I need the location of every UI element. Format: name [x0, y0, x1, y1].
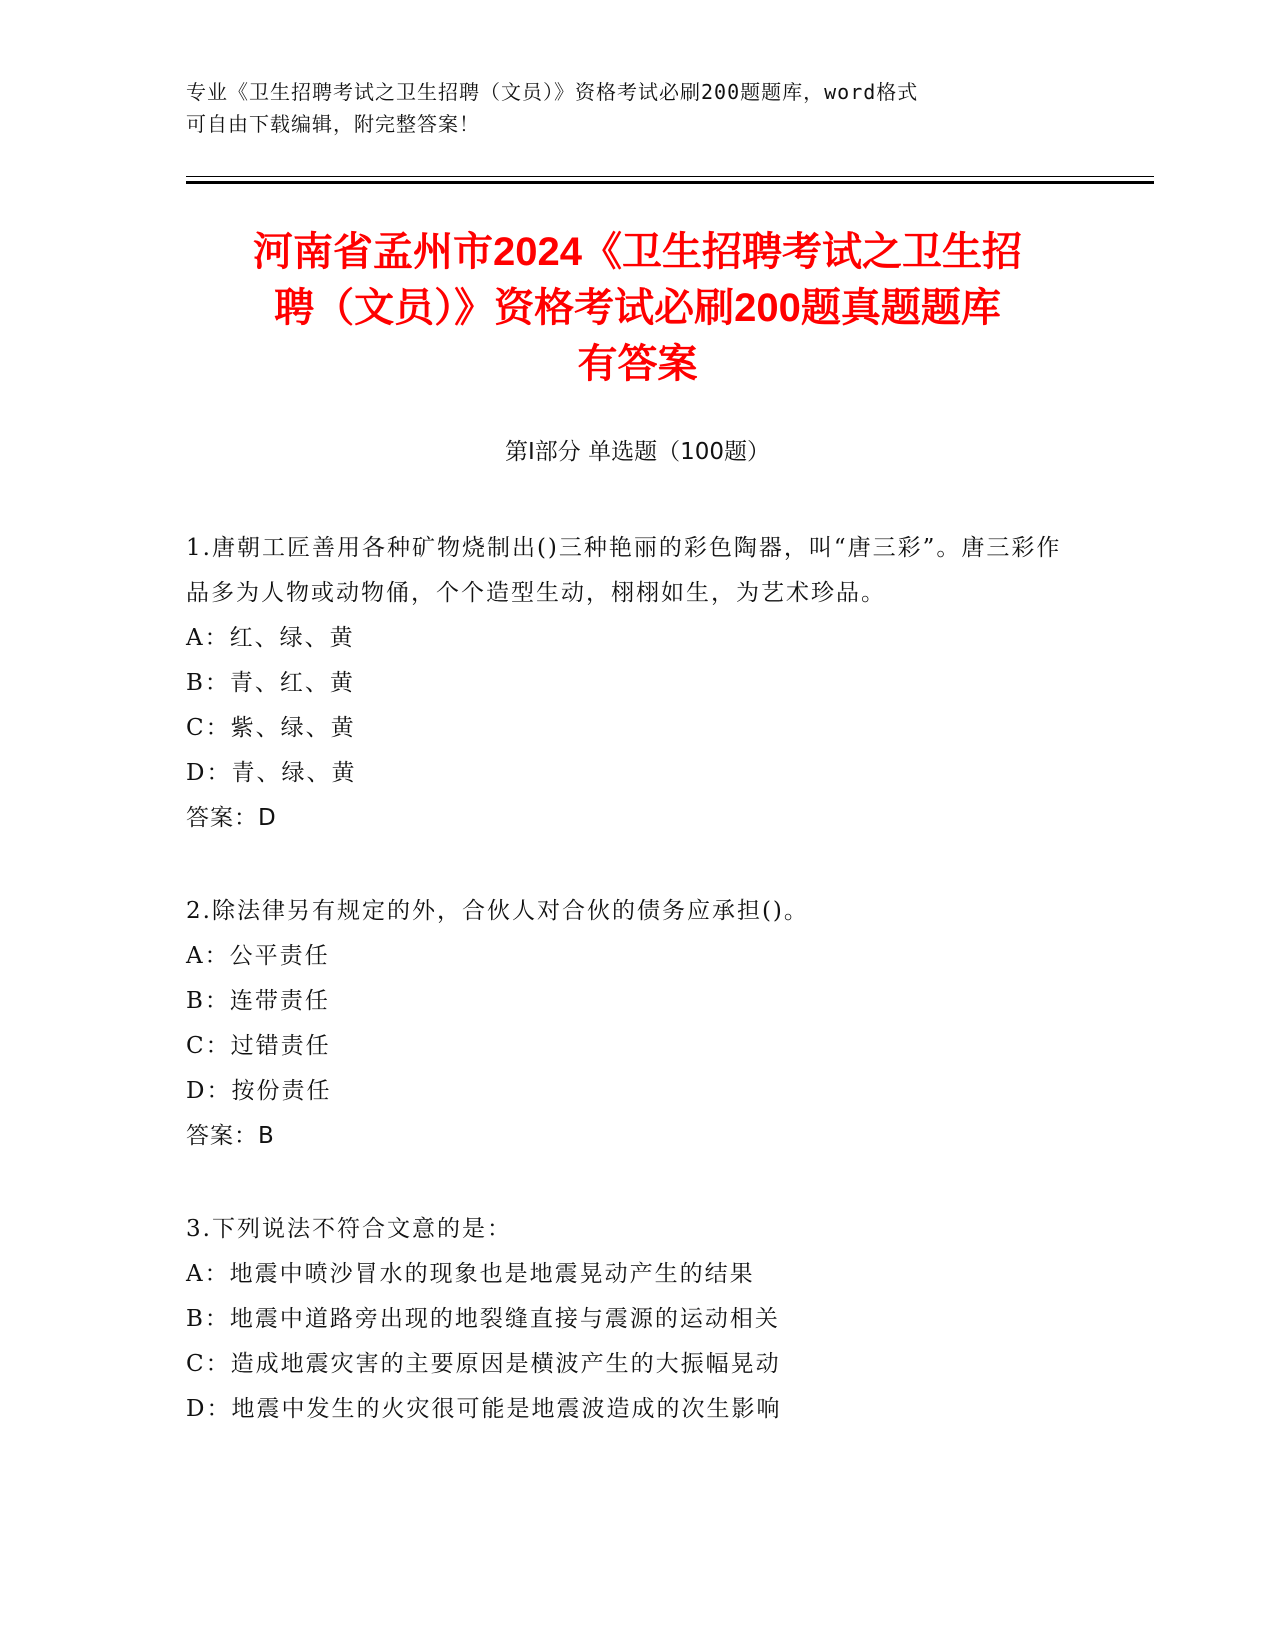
option-a: A：地震中喷沙冒水的现象也是地震晃动产生的结果	[186, 1261, 755, 1287]
question-2	[186, 889, 1066, 1159]
answer-line: 答案：B	[186, 1123, 275, 1149]
question-stem: 3.下列说法不符合文意的是：	[186, 1216, 512, 1242]
intro-line-2: 可自由下载编辑，附完整答案！	[186, 112, 480, 136]
header-divider-thick	[186, 181, 1154, 184]
option-b: B：青、红、黄	[186, 670, 355, 696]
option-d: D：地震中发生的火灾很可能是地震波造成的次生影响	[186, 1396, 782, 1422]
question-list	[186, 526, 1066, 1480]
question-stem: 2.除法律另有规定的外，合伙人对合伙的债务应承担()。	[186, 898, 809, 924]
option-c: C：过错责任	[186, 1033, 331, 1059]
document-title	[186, 224, 1089, 392]
title-line-3: 有答案	[577, 342, 698, 386]
option-b: B：连带责任	[186, 988, 330, 1014]
option-c: C：造成地震灾害的主要原因是横波产生的大振幅晃动	[186, 1351, 781, 1377]
option-b: B：地震中道路旁出现的地裂缝直接与震源的运动相关	[186, 1306, 780, 1332]
title-line-1: 河南省孟州市2024《卫生招聘考试之卫生招	[253, 230, 1022, 274]
option-a: A：公平责任	[186, 943, 330, 969]
option-d: D：按份责任	[186, 1078, 332, 1104]
question-3	[186, 1207, 1066, 1432]
answer-line: 答案：D	[186, 805, 277, 831]
question-stem: 1.唐朝工匠善用各种矿物烧制出()三种艳丽的彩色陶器，叫“唐三彩”。唐三彩作品多为人物或动物俑，个个造型生动，栩栩如生，为艺术珍品。	[186, 535, 1062, 606]
option-c: C：紫、绿、黄	[186, 715, 356, 741]
intro-text	[186, 76, 1086, 140]
section-heading: 第Ⅰ部分 单选题（100题）	[505, 439, 770, 465]
header-divider-thin	[186, 176, 1154, 177]
title-line-2: 聘（文员）》资格考试必刷200题真题题库	[274, 286, 1001, 330]
question-1	[186, 526, 1066, 841]
intro-line-1: 专业《卫生招聘考试之卫生招聘（文员）》资格考试必刷200题题库，word格式	[186, 80, 919, 104]
option-a: A：红、绿、黄	[186, 625, 355, 651]
option-d: D：青、绿、黄	[186, 760, 357, 786]
